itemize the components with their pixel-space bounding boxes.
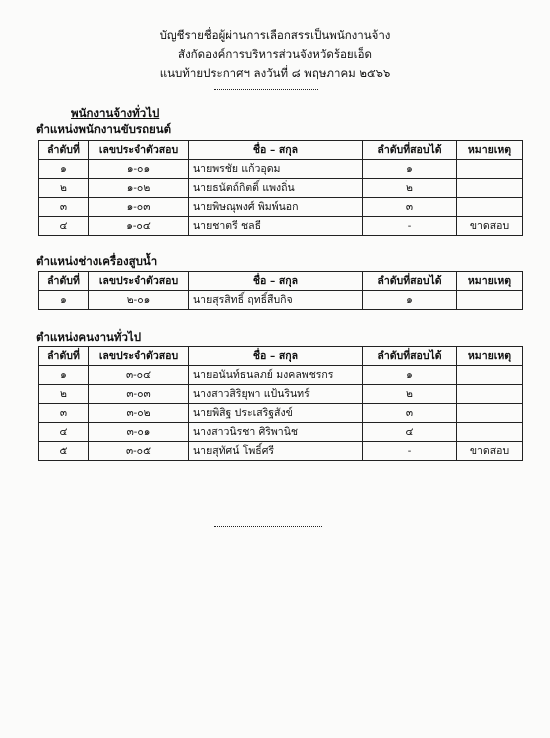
col-header-exam-id: เลขประจำตัวสอบ <box>89 347 189 366</box>
cell-exam-id: ๑-๐๓ <box>89 198 189 217</box>
cell-name: นายชาตรี ชลธี <box>189 217 363 236</box>
table-row <box>39 291 523 310</box>
cell-exam-id: ๓-๐๕ <box>89 442 189 461</box>
table-row <box>39 442 523 461</box>
cell-name: นายสุทัศน์ โพธิ์ศรี <box>189 442 363 461</box>
cell-note <box>457 385 523 404</box>
cell-rank: ๔ <box>363 423 457 442</box>
cell-exam-id: ๒-๐๑ <box>89 291 189 310</box>
table-row <box>39 423 523 442</box>
cell-name: นายพรชัย แก้วอุดม <box>189 160 363 179</box>
cell-no: ๔ <box>39 423 89 442</box>
cell-exam-id: ๑-๐๒ <box>89 179 189 198</box>
cell-note <box>457 404 523 423</box>
cell-rank: ๒ <box>363 179 457 198</box>
col-header-exam-id: เลขประจำตัวสอบ <box>89 141 189 160</box>
table-row <box>39 404 523 423</box>
cell-rank: ๓ <box>363 198 457 217</box>
cell-rank: ๒ <box>363 385 457 404</box>
cell-exam-id: ๓-๐๔ <box>89 366 189 385</box>
cell-rank: ๑ <box>363 366 457 385</box>
cell-rank: ๑ <box>363 291 457 310</box>
cell-rank: - <box>363 217 457 236</box>
cell-name: นายพิษณุพงศ์ พิมพ์นอก <box>189 198 363 217</box>
table-row <box>39 366 523 385</box>
cell-rank: ๓ <box>363 404 457 423</box>
cell-no: ๒ <box>39 179 89 198</box>
col-header-name: ชื่อ – สกุล <box>189 272 363 291</box>
cell-note <box>457 366 523 385</box>
cell-name: นายอนันท์ธนลภย์ มงคลพชรกร <box>189 366 363 385</box>
document-header <box>0 26 550 83</box>
cell-note: ขาดสอบ <box>457 217 523 236</box>
col-header-name: ชื่อ – สกุล <box>189 141 363 160</box>
cell-name: นายสุรสิทธิ์ ฤทธิ์สืบกิจ <box>189 291 363 310</box>
group-label-general-worker: ตำแหน่งคนงานทั่วไป <box>36 330 142 344</box>
cell-note <box>457 198 523 217</box>
col-header-rank: ลำดับที่สอบได้ <box>363 347 457 366</box>
col-header-name: ชื่อ – สกุล <box>189 347 363 366</box>
table-row <box>39 385 523 404</box>
cell-no: ๓ <box>39 198 89 217</box>
cell-no: ๑ <box>39 291 89 310</box>
col-header-note: หมายเหตุ <box>457 272 523 291</box>
header-line-2: สังกัดองค์การบริหารส่วนจังหวัดร้อยเอ็ด <box>178 47 372 61</box>
cell-exam-id: ๓-๐๒ <box>89 404 189 423</box>
cell-exam-id: ๓-๐๑ <box>89 423 189 442</box>
cell-rank: ๑ <box>363 160 457 179</box>
cell-note <box>457 179 523 198</box>
table-header-row <box>39 347 523 366</box>
cell-name: นายธนัตถ์กิตติ์ แพงถิ่น <box>189 179 363 198</box>
cell-exam-id: ๓-๐๓ <box>89 385 189 404</box>
table-row <box>39 179 523 198</box>
table-general-worker <box>38 346 523 461</box>
table-row <box>39 198 523 217</box>
col-header-exam-id: เลขประจำตัวสอบ <box>89 272 189 291</box>
cell-exam-id: ๑-๐๑ <box>89 160 189 179</box>
cell-name: นางสาวนิรชา ศิริพานิช <box>189 423 363 442</box>
cell-no: ๒ <box>39 385 89 404</box>
cell-no: ๑ <box>39 366 89 385</box>
section-title: พนักงานจ้างทั่วไป <box>71 106 160 120</box>
table-driver <box>38 140 523 236</box>
table-row <box>39 217 523 236</box>
group-label-pump-technician: ตำแหน่งช่างเครื่องสูบน้ำ <box>36 254 158 268</box>
header-line-1: บัญชีรายชื่อผู้ผ่านการเลือกสรรเป็นพนักงานจ้าง <box>159 28 391 42</box>
cell-no: ๕ <box>39 442 89 461</box>
cell-name: นางสาวสิริยุพา แป้นรินทร์ <box>189 385 363 404</box>
cell-note <box>457 291 523 310</box>
cell-note: ขาดสอบ <box>457 442 523 461</box>
cell-no: ๔ <box>39 217 89 236</box>
header-line-3: แนบท้ายประกาศฯ ลงวันที่ ๘ พฤษภาคม ๒๕๖๖ <box>159 66 391 80</box>
cell-name: นายพิสิฐ ประเสริฐสังข์ <box>189 404 363 423</box>
col-header-rank: ลำดับที่สอบได้ <box>363 272 457 291</box>
cell-no: ๑ <box>39 160 89 179</box>
cell-note <box>457 160 523 179</box>
cell-rank: - <box>363 442 457 461</box>
col-header-note: หมายเหตุ <box>457 347 523 366</box>
col-header-no: ลำดับที่ <box>39 141 89 160</box>
col-header-no: ลำดับที่ <box>39 272 89 291</box>
cell-note <box>457 423 523 442</box>
table-pump-technician <box>38 271 523 310</box>
cell-no: ๓ <box>39 404 89 423</box>
table-header-row <box>39 272 523 291</box>
footer-dotted-divider <box>214 526 322 527</box>
cell-exam-id: ๑-๐๔ <box>89 217 189 236</box>
group-label-driver: ตำแหน่งพนักงานขับรถยนต์ <box>36 122 172 136</box>
col-header-rank: ลำดับที่สอบได้ <box>363 141 457 160</box>
col-header-note: หมายเหตุ <box>457 141 523 160</box>
table-header-row <box>39 141 523 160</box>
col-header-no: ลำดับที่ <box>39 347 89 366</box>
table-row <box>39 160 523 179</box>
header-dotted-divider <box>214 89 318 90</box>
